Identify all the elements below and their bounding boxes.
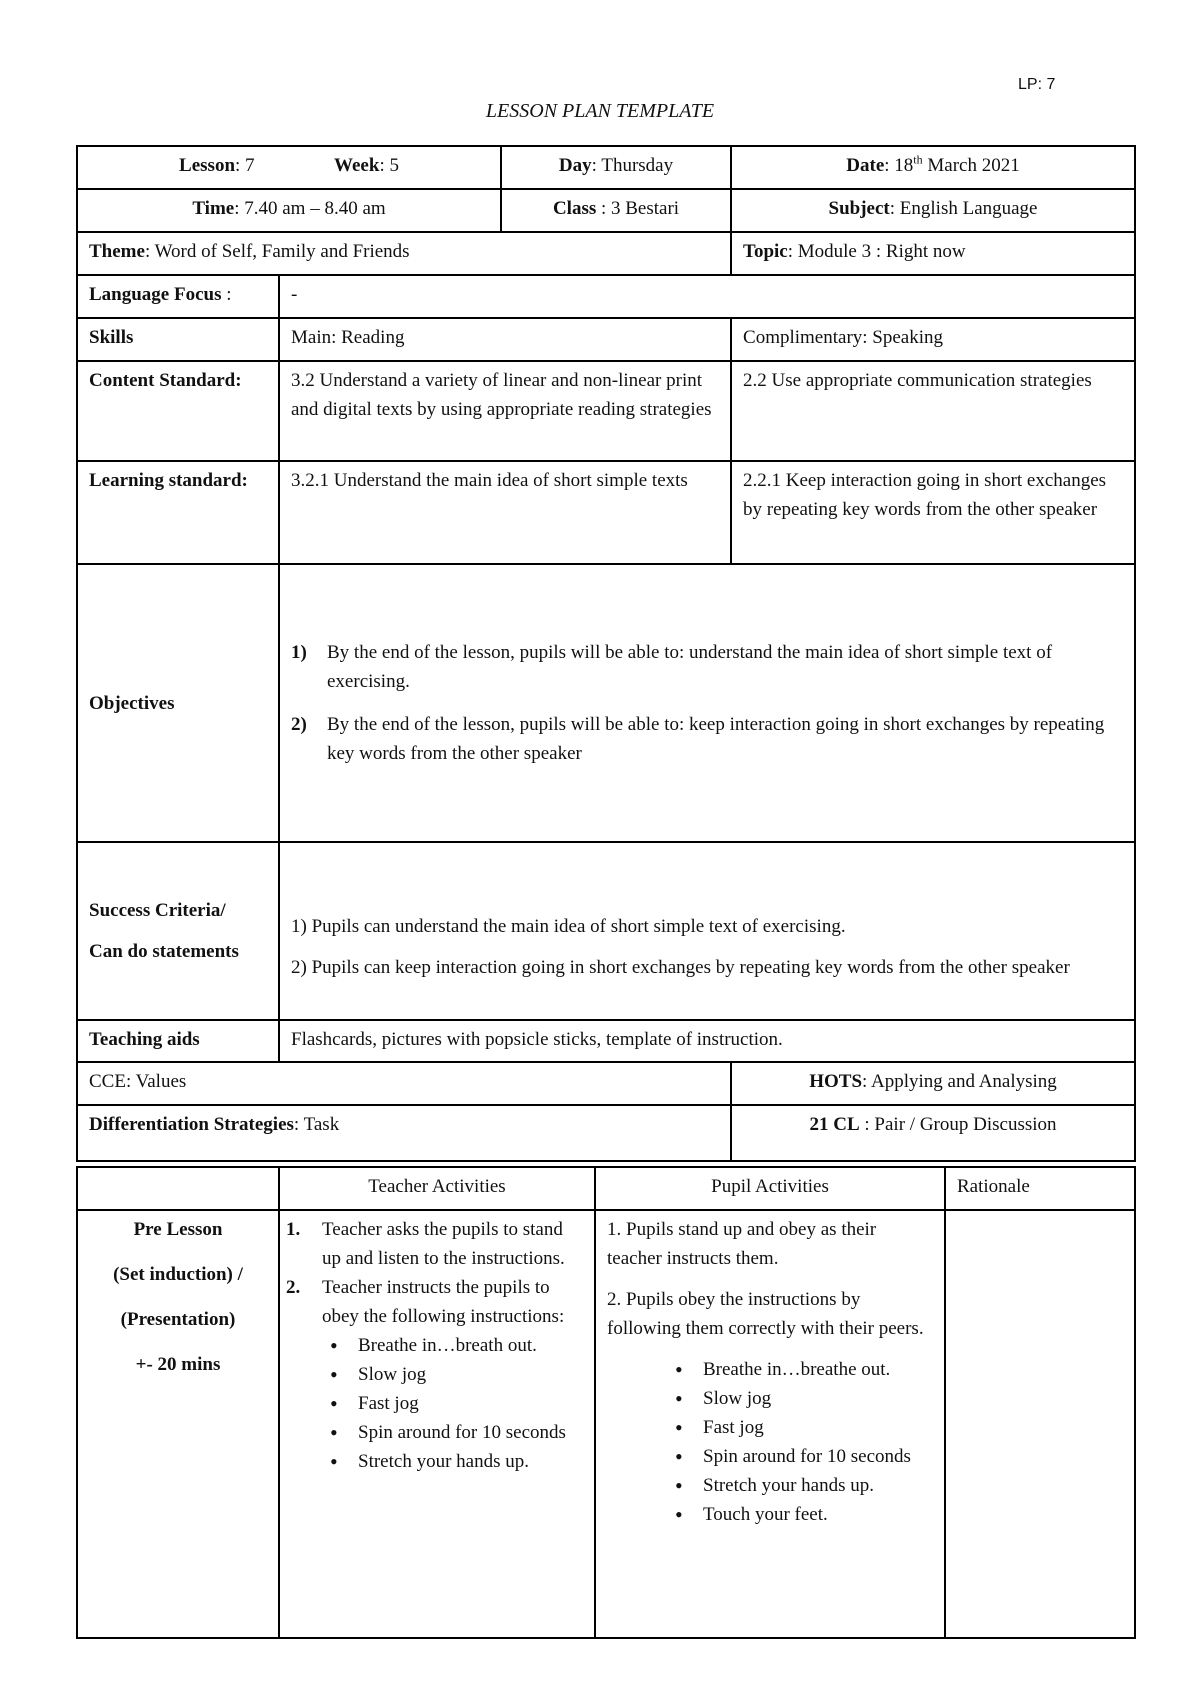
content-standard-main: 3.2 Understand a variety of linear and non-linear print and digital texts by using appropriate reading strategies xyxy=(279,361,731,461)
teacher-step xyxy=(286,1215,583,1273)
date-cell xyxy=(731,146,1135,189)
cce-value: : Values xyxy=(125,1071,187,1092)
day-value: : Thursday xyxy=(591,155,674,176)
success-criteria-item: 1) Pupils can understand the main idea of short simple text of exercising. xyxy=(291,915,846,937)
objective-item xyxy=(291,710,1123,768)
lesson-label: Lesson xyxy=(179,155,236,176)
objective-number: 1) xyxy=(291,642,307,663)
pupil-instruction: • Spin around for 10 seconds xyxy=(667,1442,933,1471)
page-title: LESSON PLAN TEMPLATE xyxy=(485,100,715,122)
rationale-header: Rationale xyxy=(945,1167,1135,1210)
teacher-instruction: • Fast jog xyxy=(322,1389,583,1418)
teaching-aids-label xyxy=(77,1020,279,1062)
pupil-instruction: • Touch your feet. xyxy=(667,1500,933,1529)
topic-label: Topic xyxy=(743,241,788,262)
lesson-plan-number: LP: 7 xyxy=(1018,76,1056,93)
stage-presentation: (Presentation) xyxy=(120,1309,236,1330)
teacher-step xyxy=(286,1273,583,1476)
teacher-instruction: • Spin around for 10 seconds xyxy=(322,1418,583,1447)
objectives-label-text: Objectives xyxy=(89,692,175,714)
success-criteria-content xyxy=(279,842,1135,1020)
pupil-instruction: • Fast jog xyxy=(667,1413,933,1442)
cce-label: CCE xyxy=(89,1071,126,1092)
objective-text: By the end of the lesson, pupils will be able to: understand the main idea of short simple text of exercising. xyxy=(327,642,1053,692)
differentiation-cell xyxy=(77,1105,731,1161)
hots-cell xyxy=(731,1062,1135,1105)
stage-name: Pre Lesson xyxy=(133,1219,223,1240)
teaching-aids-label-text: Teaching aids xyxy=(89,1029,200,1050)
lesson-value: : 7 xyxy=(235,155,255,176)
theme-cell xyxy=(77,232,731,275)
skills-complimentary: Complimentary: Speaking xyxy=(731,318,1135,361)
activities-table xyxy=(76,1166,1136,1639)
date-day: : 18 xyxy=(884,155,914,176)
skills-label xyxy=(77,318,279,361)
subject-cell xyxy=(731,189,1135,232)
objective-text: By the end of the lesson, pupils will be able to: keep interaction going in short exchanges by repeating key words from the other speaker xyxy=(327,714,1105,764)
pupil-instruction: • Slow jog xyxy=(667,1384,933,1413)
date-suffix: th xyxy=(913,152,923,167)
differentiation-value: : Task xyxy=(293,1114,340,1135)
language-focus-label: Language Focus xyxy=(89,284,222,305)
teacher-step-number: 2. xyxy=(286,1277,301,1298)
theme-value: : Word of Self, Family and Friends xyxy=(144,241,410,262)
learning-standard-main: 3.2.1 Understand the main idea of short simple texts xyxy=(279,461,731,564)
content-standard-label-text: Content Standard: xyxy=(89,370,242,391)
pupil-instruction: • Stretch your hands up. xyxy=(667,1471,933,1500)
cl-label: 21 CL xyxy=(809,1114,860,1135)
day-cell xyxy=(501,146,731,189)
topic-cell xyxy=(731,232,1135,275)
content-standard-label xyxy=(77,361,279,461)
success-criteria-label xyxy=(77,842,279,1020)
week-value: : 5 xyxy=(379,155,399,176)
teacher-step-text: Teacher asks the pupils to stand up and listen to the instructions. xyxy=(322,1219,565,1269)
objective-item xyxy=(291,638,1123,696)
topic-value: : Module 3 : Right now xyxy=(787,241,966,262)
stage-set-induction: (Set induction) / xyxy=(113,1264,243,1285)
pupil-instructions-list xyxy=(607,1355,933,1529)
lesson-info-table xyxy=(76,145,1136,1162)
class-value: : 3 Bestari xyxy=(596,198,680,219)
time-label: Time xyxy=(192,198,235,219)
skills-label-text: Skills xyxy=(89,327,134,348)
lesson-week-cell xyxy=(77,146,501,189)
hots-label: HOTS xyxy=(809,1071,863,1092)
teacher-activities-cell xyxy=(279,1210,595,1638)
skills-main: Main: Reading xyxy=(279,318,731,361)
teacher-instruction: • Breathe in…breath out. xyxy=(322,1331,583,1360)
pupil-activities-cell xyxy=(595,1210,945,1638)
week-label: Week xyxy=(334,155,380,176)
pupil-instruction: • Breathe in…breathe out. xyxy=(667,1355,933,1384)
class-cell xyxy=(501,189,731,232)
success-criteria-label-line2: Can do statements xyxy=(89,941,239,962)
subject-label: Subject xyxy=(828,198,890,219)
time-value: : 7.40 am – 8.40 am xyxy=(234,198,386,219)
theme-label: Theme xyxy=(89,241,145,262)
day-label: Day xyxy=(558,155,592,176)
objective-number: 2) xyxy=(291,714,307,735)
date-month-year: March 2021 xyxy=(922,155,1020,176)
time-cell xyxy=(77,189,501,232)
objectives-label xyxy=(77,564,279,842)
learning-standard-complimentary: 2.2.1 Keep interaction going in short exchanges by repeating key words from the other speaker xyxy=(731,461,1135,564)
stage-duration: +- 20 mins xyxy=(135,1354,221,1375)
cl-value: : Pair / Group Discussion xyxy=(859,1114,1057,1135)
differentiation-label: Differentiation Strategies xyxy=(89,1114,294,1135)
teacher-steps-list xyxy=(286,1215,583,1476)
success-criteria-label-line1: Success Criteria/ xyxy=(89,900,226,921)
teacher-step-number: 1. xyxy=(286,1219,301,1240)
learning-standard-label-text: Learning standard: xyxy=(89,470,248,491)
objectives-list xyxy=(291,638,1123,768)
cl-cell xyxy=(731,1105,1135,1161)
hots-value: : Applying and Analysing xyxy=(862,1071,1057,1092)
teacher-activities-header: Teacher Activities xyxy=(279,1167,595,1210)
objectives-content xyxy=(279,564,1135,842)
teacher-instruction: • Slow jog xyxy=(322,1360,583,1389)
success-criteria-item: 2) Pupils can keep interaction going in short exchanges by repeating key words from the other speaker xyxy=(291,956,1070,978)
learning-standard-label xyxy=(77,461,279,564)
class-label: Class xyxy=(552,198,597,219)
pupil-activities-header: Pupil Activities xyxy=(595,1167,945,1210)
cce-cell xyxy=(77,1062,731,1105)
language-focus-label-cell xyxy=(77,275,279,318)
date-label: Date xyxy=(846,155,885,176)
pupil-step: 2. Pupils obey the instructions by following them correctly with their peers. xyxy=(607,1289,924,1339)
content-standard-complimentary: 2.2 Use appropriate communication strategies xyxy=(731,361,1135,461)
pupil-step: 1. Pupils stand up and obey as their teacher instructs them. xyxy=(607,1219,877,1269)
stage-cell xyxy=(77,1210,279,1638)
teacher-step-text: Teacher instructs the pupils to obey the following instructions: xyxy=(322,1277,565,1327)
stage-header xyxy=(77,1167,279,1210)
teacher-instruction: • Stretch your hands up. xyxy=(322,1447,583,1476)
language-focus-value: - xyxy=(279,275,1135,318)
rationale-cell xyxy=(945,1210,1135,1638)
subject-value: : English Language xyxy=(889,198,1038,219)
language-focus-colon: : xyxy=(221,284,232,305)
teacher-instructions-list xyxy=(322,1331,583,1476)
teaching-aids-value: Flashcards, pictures with popsicle sticks, template of instruction. xyxy=(279,1020,1135,1062)
